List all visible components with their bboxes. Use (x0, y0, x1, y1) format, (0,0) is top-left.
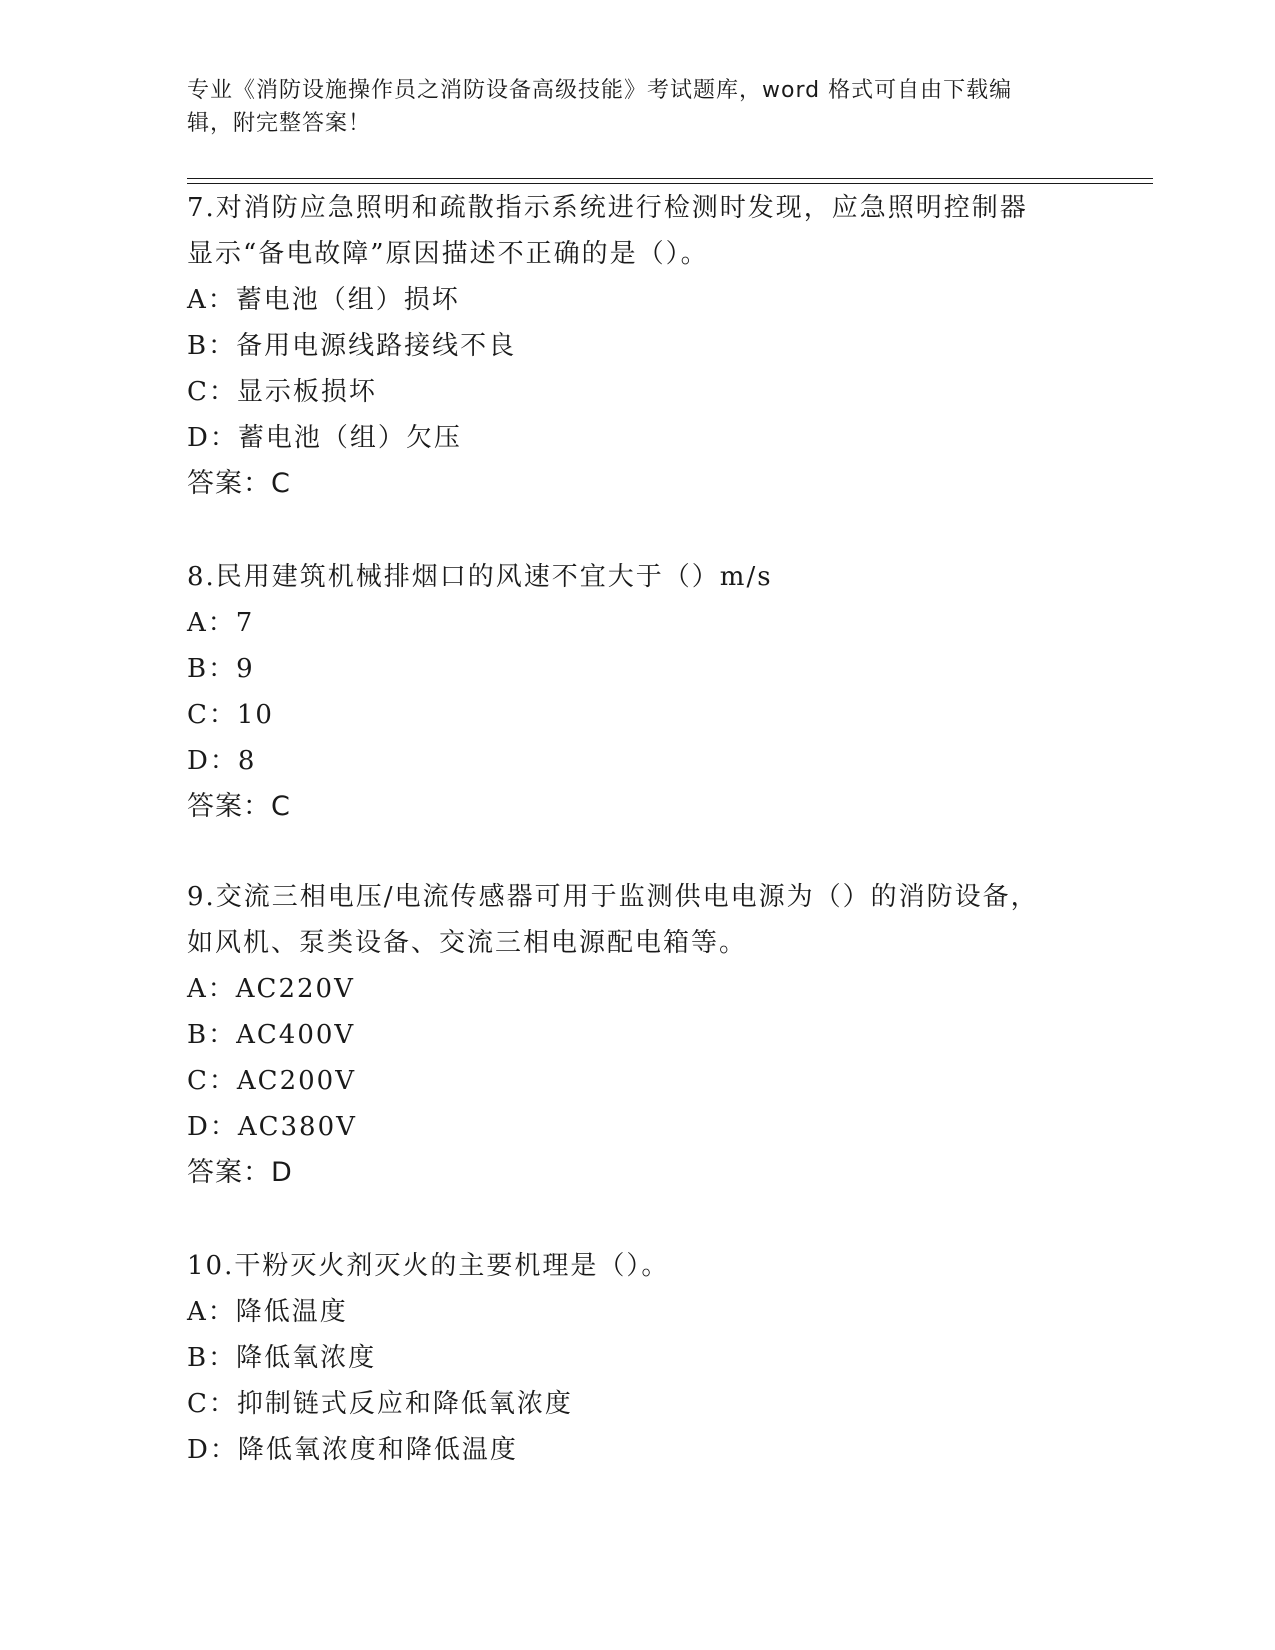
question-10 (187, 1243, 1087, 1473)
question-stem-line: 8.民用建筑机械排烟口的风速不宜大于（）m/s (187, 562, 773, 592)
header-divider-bottom (187, 183, 1153, 184)
option-c: C：AC200V (187, 1066, 356, 1096)
option-d: D：AC380V (187, 1112, 357, 1142)
option-a: A：降低温度 (187, 1297, 348, 1327)
option-c: C：10 (187, 700, 274, 730)
option-d: D：降低氧浓度和降低温度 (187, 1435, 518, 1465)
option-a: A：AC220V (187, 974, 355, 1004)
option-b: B：AC400V (187, 1020, 356, 1050)
question-stem-line: 显示“备电故障”原因描述不正确的是（）。 (187, 239, 709, 269)
option-d: D：蓄电池（组）欠压 (187, 423, 462, 453)
question-9 (187, 874, 1087, 1196)
document-header (187, 74, 1067, 140)
question-stem-line: 10.干粉灭火剂灭火的主要机理是（）。 (187, 1251, 670, 1281)
option-b: B：9 (187, 654, 255, 684)
question-stem-line: 如风机、泵类设备、交流三相电源配电箱等。 (187, 928, 748, 958)
answer: 答案：C (187, 468, 291, 499)
question-7 (187, 185, 1087, 507)
question-stem-line: 7.对消防应急照明和疏散指示系统进行检测时发现，应急照明控制器 (187, 193, 1028, 223)
option-a: A：7 (187, 608, 255, 638)
question-8 (187, 554, 1087, 830)
answer: 答案：C (187, 791, 291, 822)
question-stem-line: 9.交流三相电压/电流传感器可用于监测供电电源为（）的消防设备， (187, 882, 1039, 912)
option-b: B：备用电源线路接线不良 (187, 331, 517, 361)
answer: 答案：D (187, 1157, 293, 1188)
option-d: D：8 (187, 746, 257, 776)
header-line-2: 辑，附完整答案！ (187, 111, 372, 136)
header-divider-top (187, 178, 1153, 179)
option-a: A：蓄电池（组）损坏 (187, 285, 460, 315)
option-c: C：显示板损坏 (187, 377, 377, 407)
header-line-1: 专业《消防设施操作员之消防设备高级技能》考试题库，word 格式可自由下载编 (187, 78, 1013, 103)
option-c: C：抑制链式反应和降低氧浓度 (187, 1389, 573, 1419)
option-b: B：降低氧浓度 (187, 1343, 377, 1373)
